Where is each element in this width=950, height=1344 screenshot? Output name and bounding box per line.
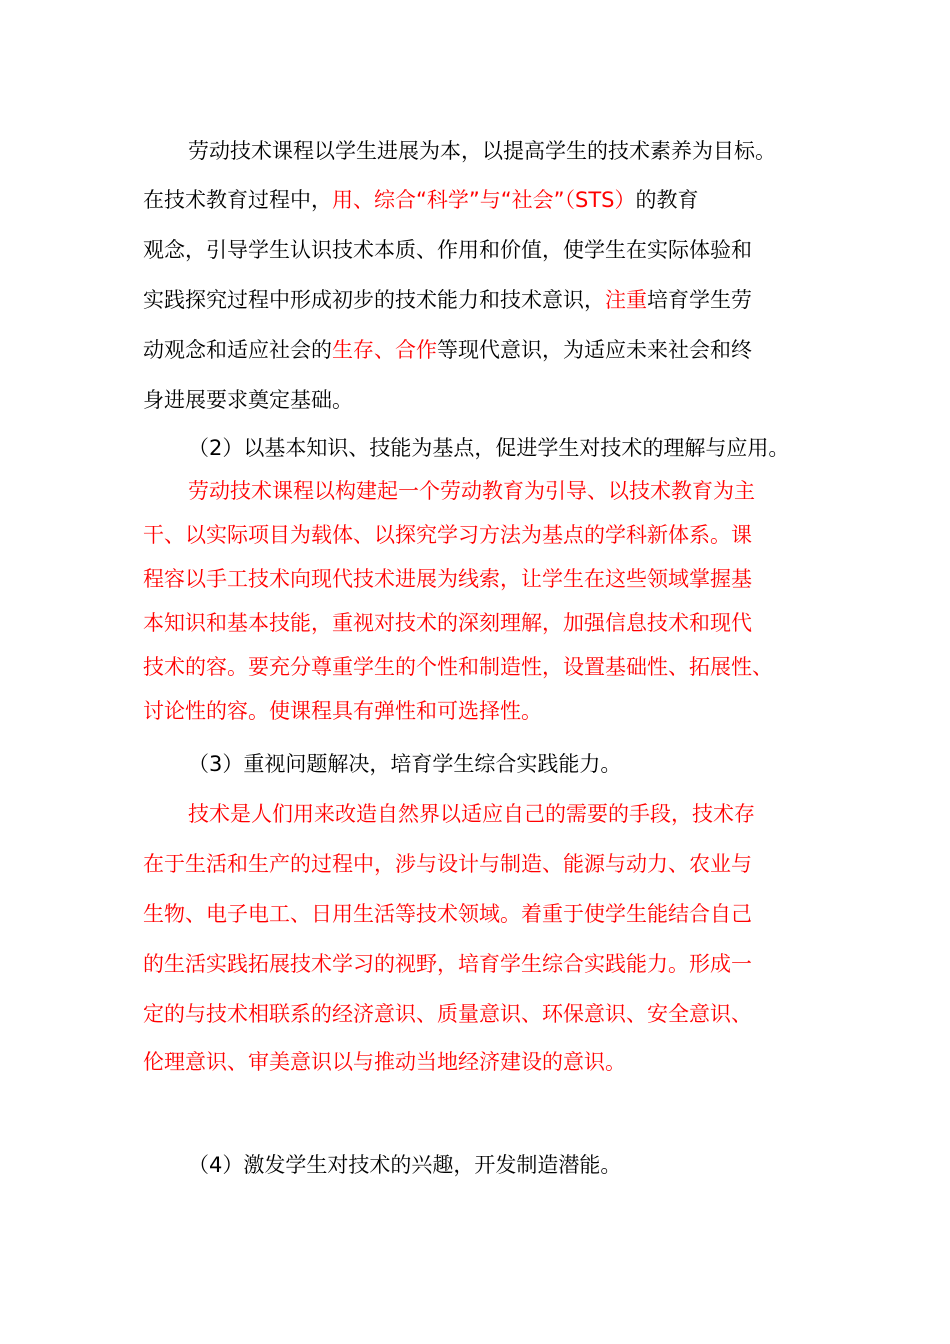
p2-line-1: 劳动技术课程以构建起一个劳动教育为引导、以技术教育为主	[188, 479, 755, 503]
p1-line-6: 身进展要求奠定基础。	[143, 388, 353, 412]
section-heading-3: （3）重视问题解决，培育学生综合实践能力。	[188, 752, 622, 776]
p1-line-3: 观念，引导学生认识技术本质、作用和价值，使学生在实际体验和	[143, 238, 752, 262]
p1-line-5-c: 等现代意识，为适应未来社会和终	[437, 338, 752, 362]
p2-line-5: 技术的容。要充分尊重学生的个性和制造性，设置基础性、拓展性、	[143, 655, 773, 679]
p2-line-2: 干、以实际项目为载体、以探究学习方法为基点的学科新体系。课	[143, 523, 752, 547]
p3-line-3: 生物、电子电工、日用生活等技术领域。着重于使学生能结合自己	[143, 902, 752, 926]
p1-line-4-highlight: 注重	[605, 288, 647, 312]
p3-line-2: 在于生活和生产的过程中，涉与设计与制造、能源与动力、农业与	[143, 852, 752, 876]
p2-line-6: 讨论性的容。使课程具有弹性和可选择性。	[143, 699, 542, 723]
section-heading-4: （4）激发学生对技术的兴趣，开发制造潜能。	[188, 1153, 622, 1177]
p1-line-4-a: 实践探究过程中形成初步的技术能力和技术意识，	[143, 288, 605, 312]
section-heading-2: （2）以基本知识、技能为基点，促进学生对技术的理解与应用。	[188, 436, 790, 460]
p1-line-5-a: 动观念和适应社会的	[143, 338, 332, 362]
p3-line-5: 定的与技术相联系的经济意识、质量意识、环保意识、安全意识、	[143, 1002, 752, 1026]
p1-line-2-highlight: 用、综合“科学”与“社会”（STS）	[332, 188, 636, 212]
p1-line-5-highlight: 生存、合作	[332, 338, 437, 362]
p1-line-2-c: 的教育	[635, 188, 699, 212]
p1-line-4	[143, 287, 752, 313]
p1-line-4-c: 培育学生劳	[647, 288, 752, 312]
p2-line-3: 程容以手工技术向现代技术进展为线索，让学生在这些领域掌握基	[143, 567, 752, 591]
p1-line-1: 劳动技术课程以学生进展为本，以提高学生的技术素养为目标。	[188, 139, 776, 163]
p3-line-1: 技术是人们用来改造自然界以适应自己的需要的手段，技术存	[188, 802, 755, 826]
p1-line-2	[143, 187, 699, 213]
p2-line-4: 本知识和基本技能，重视对技术的深刻理解，加强信息技术和现代	[143, 611, 752, 635]
p3-line-4: 的生活实践拓展技术学习的视野，培育学生综合实践能力。形成一	[143, 952, 752, 976]
p3-line-6: 伦理意识、审美意识以与推动当地经济建设的意识。	[143, 1050, 626, 1074]
p1-line-2-a: 在技术教育过程中，	[143, 188, 332, 212]
p1-line-5	[143, 337, 752, 363]
